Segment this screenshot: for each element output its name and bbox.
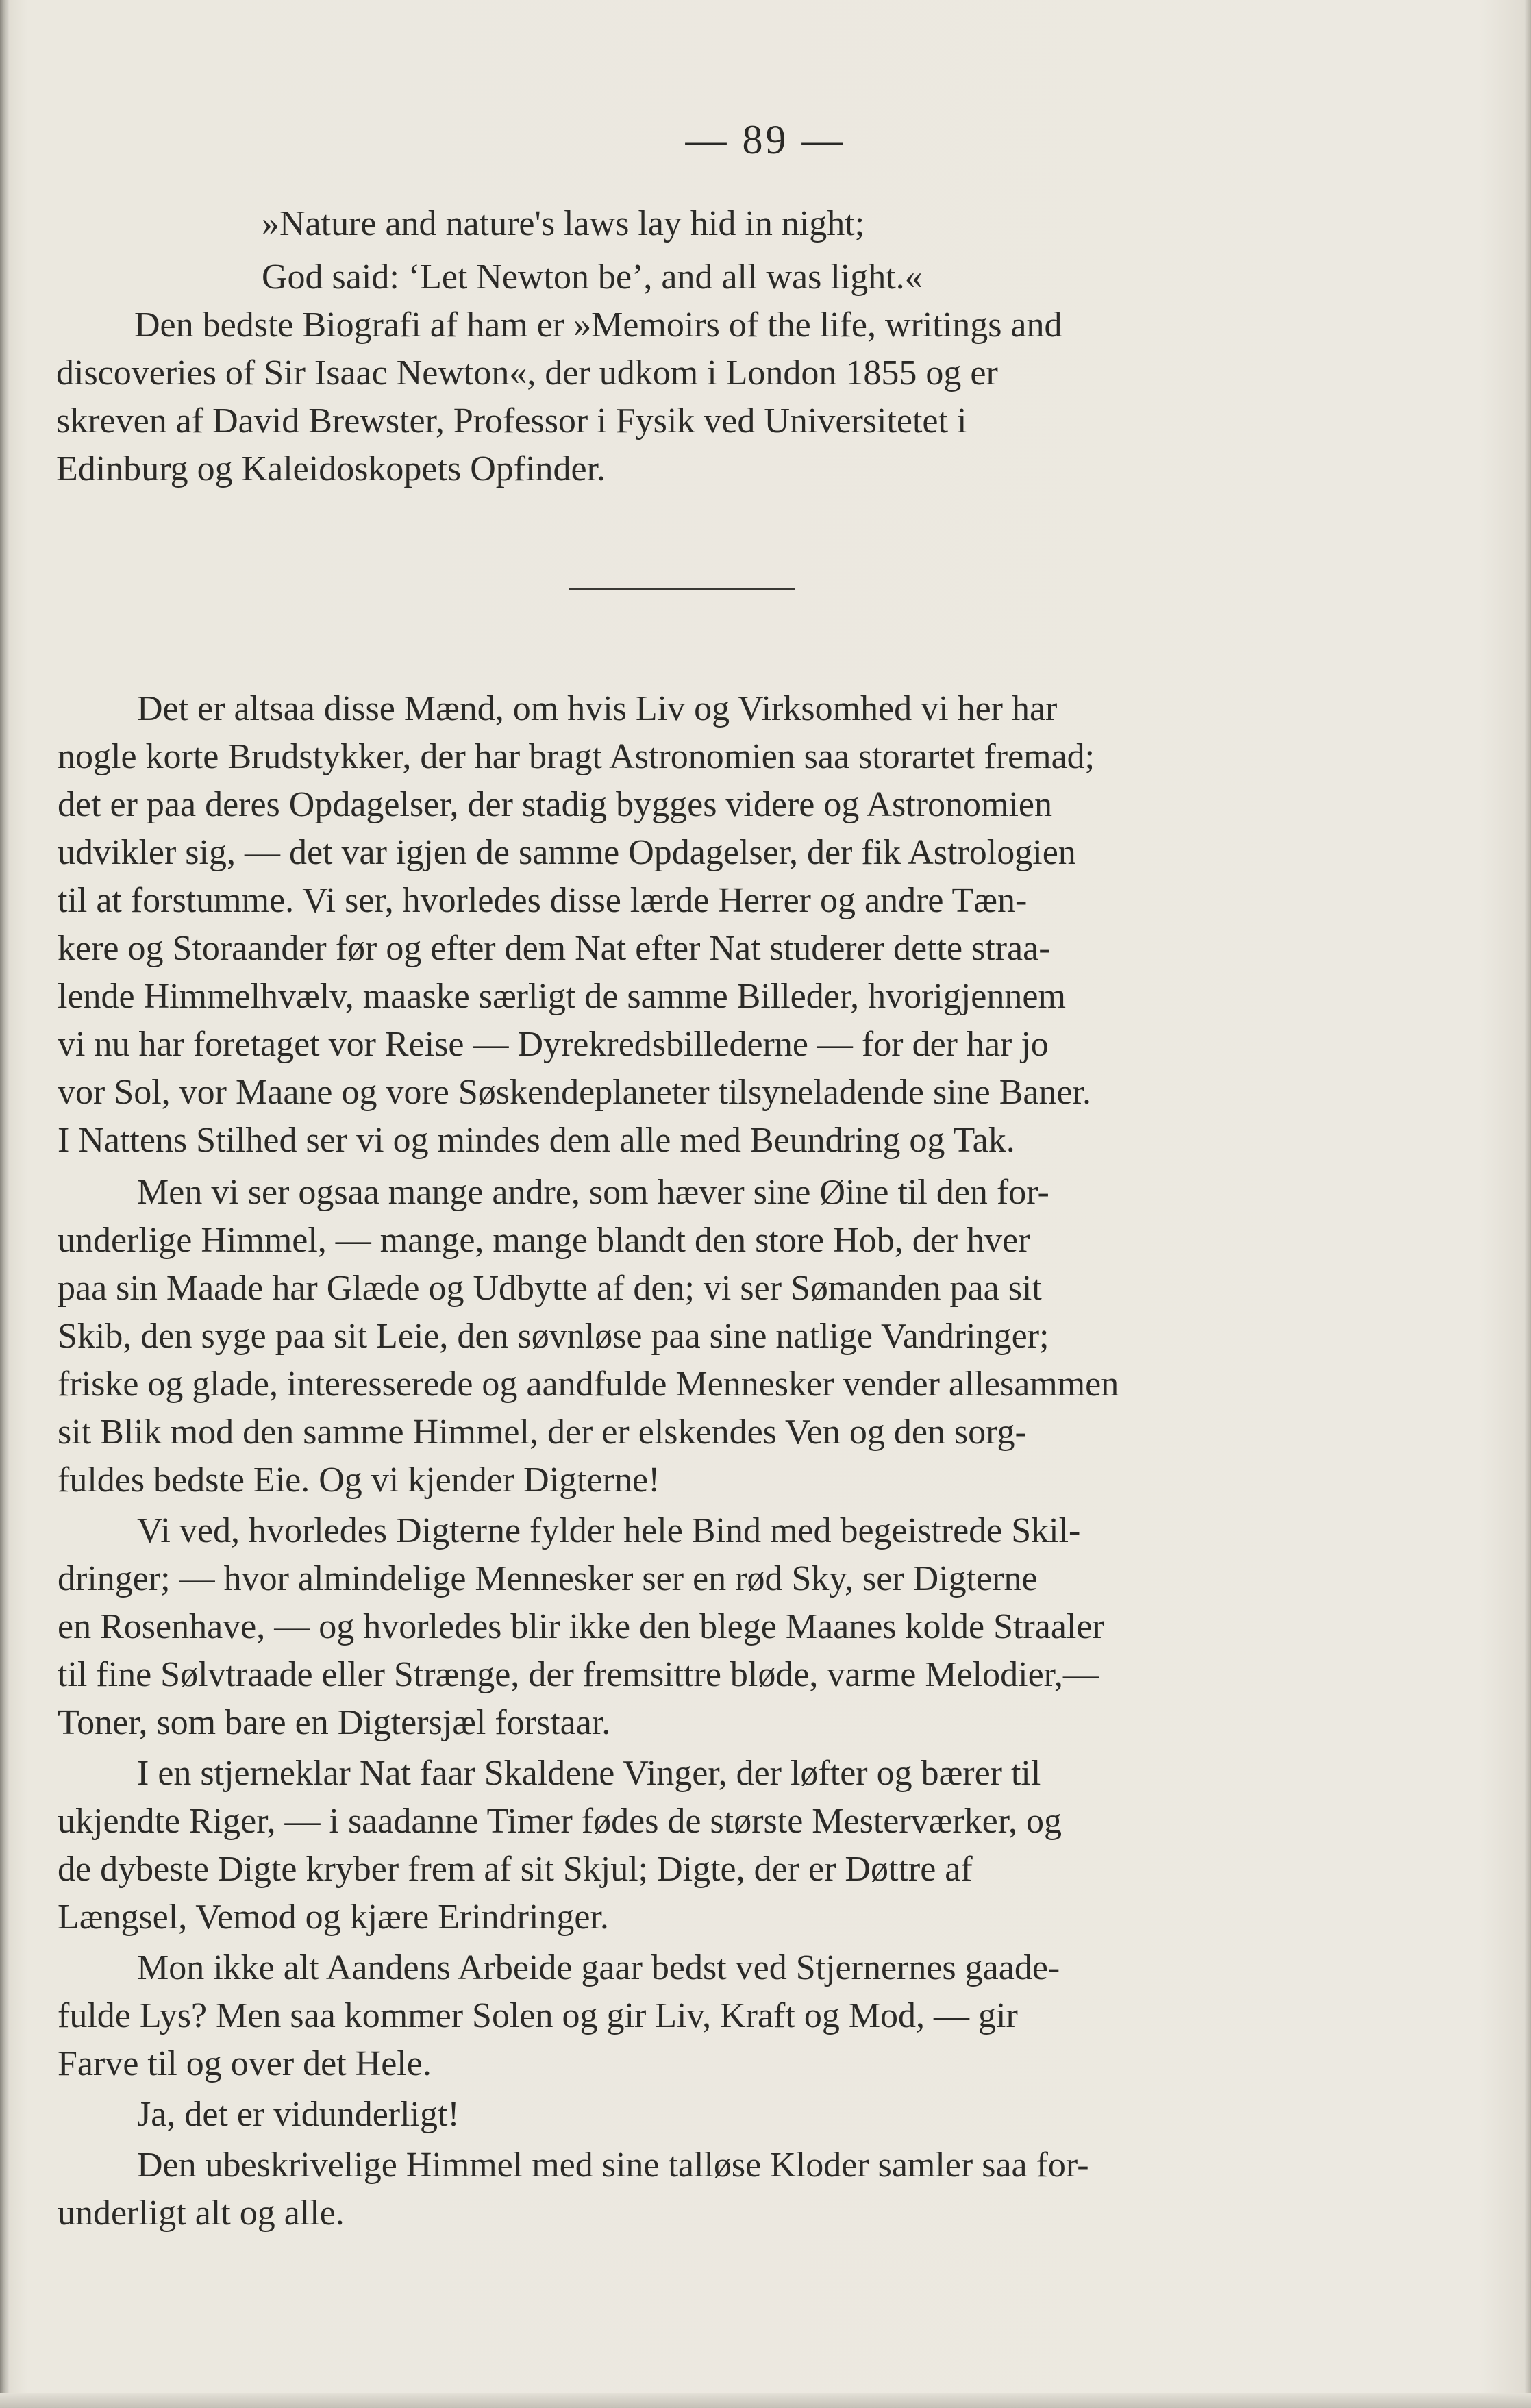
quote-line: God said: ‘Let Newton be’, and all was light.«: [262, 258, 923, 297]
page-bottom-edge: [0, 2393, 1531, 2408]
page-right-edge: [1524, 0, 1531, 2408]
section-divider: [569, 588, 795, 590]
body-line: Farve til og over det Hele.: [58, 2044, 432, 2083]
body-line: udvikler sig, — det var igjen de samme Opdagelser, der fik Astrologien: [58, 833, 1076, 872]
page-left-edge: [0, 0, 10, 2408]
body-line: ukjendte Riger, — i saadanne Timer fødes de største Mesterværker, og: [58, 1802, 1062, 1841]
body-line: Men vi ser ogsaa mange andre, som hæver sine Øine til den for-: [137, 1173, 1049, 1212]
bio-line: discoveries of Sir Isaac Newton«, der udkom i London 1855 og er: [56, 353, 998, 393]
body-line: underligt alt og alle.: [58, 2194, 345, 2233]
body-line: sit Blik mod den samme Himmel, der er elskendes Ven og den sorg-: [58, 1413, 1027, 1452]
body-line: Vi ved, hvorledes Digterne fylder hele Bind med begeistrede Skil-: [137, 1511, 1081, 1550]
body-line: til fine Sølvtraade eller Strænge, der fremsittre bløde, varme Melodier,—: [58, 1655, 1099, 1694]
body-line: Længsel, Vemod og kjære Erindringer.: [58, 1898, 609, 1937]
body-line: Ja, det er vidunderligt!: [137, 2095, 460, 2134]
body-line: vor Sol, vor Maane og vore Søskendeplaneter tilsyneladende sine Baner.: [58, 1073, 1092, 1112]
body-line: kere og Storaander før og efter dem Nat efter Nat studerer dette straa-: [58, 929, 1051, 968]
body-line: nogle korte Brudstykker, der har bragt Astronomien saa storartet fremad;: [58, 737, 1095, 776]
body-line: Toner, som bare en Digtersjæl forstaar.: [58, 1703, 611, 1742]
body-line: lende Himmelhvælv, maaske særligt de samme Billeder, hvorigjennem: [58, 977, 1066, 1016]
body-line: Skib, den syge paa sit Leie, den søvnløse paa sine natlige Vandringer;: [58, 1317, 1049, 1356]
bio-line: skreven af David Brewster, Professor i Fysik ved Universitetet i: [56, 401, 967, 440]
body-line: Mon ikke alt Aandens Arbeide gaar bedst ved Stjernernes gaade-: [137, 1948, 1060, 1987]
body-line: fulde Lys? Men saa kommer Solen og gir Liv, Kraft og Mod, — gir: [58, 1996, 1018, 2035]
body-line: I Nattens Stilhed ser vi og mindes dem alle med Beundring og Tak.: [58, 1121, 1015, 1160]
bio-line: Edinburg og Kaleidoskopets Opfinder.: [56, 449, 606, 488]
body-line: de dybeste Digte kryber frem af sit Skjul; Digte, der er Døttre af: [58, 1850, 973, 1889]
body-line: fuldes bedste Eie. Og vi kjender Digterne!: [58, 1461, 660, 1500]
body-line: paa sin Maade har Glæde og Udbytte af den; vi ser Sømanden paa sit: [58, 1269, 1042, 1308]
body-line: I en stjerneklar Nat faar Skaldene Vinger, der løfter og bærer til: [137, 1754, 1041, 1793]
quote-line: »Nature and nature's laws lay hid in night;: [262, 204, 865, 243]
body-line: vi nu har foretaget vor Reise — Dyrekredsbillederne — for der har jo: [58, 1025, 1049, 1064]
body-line: friske og glade, interesserede og aandfulde Mennesker vender allesammen: [58, 1365, 1119, 1404]
body-line: det er paa deres Opdagelser, der stadig bygges videre og Astronomien: [58, 785, 1053, 824]
page-number: — 89 —: [685, 117, 846, 162]
body-line: Det er altsaa disse Mænd, om hvis Liv og Virksomhed vi her har: [137, 689, 1058, 728]
body-line: en Rosenhave, — og hvorledes blir ikke den blege Maanes kolde Straaler: [58, 1607, 1104, 1646]
body-line: Den ubeskrivelige Himmel med sine talløse Kloder samler saa for-: [137, 2146, 1089, 2185]
body-line: til at forstumme. Vi ser, hvorledes disse lærde Herrer og andre Tæn-: [58, 881, 1028, 920]
body-line: dringer; — hvor almindelige Mennesker ser en rød Sky, ser Digterne: [58, 1559, 1038, 1598]
body-line: underlige Himmel, — mange, mange blandt den store Hob, der hver: [58, 1221, 1030, 1260]
bio-line: Den bedste Biografi af ham er »Memoirs of the life, writings and: [134, 306, 1062, 345]
